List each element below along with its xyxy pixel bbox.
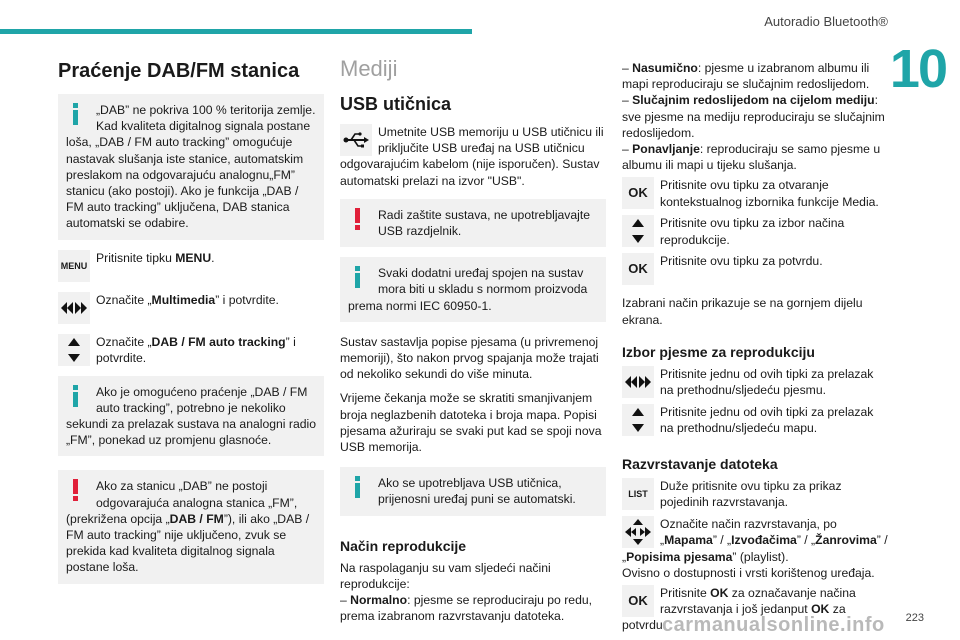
column-play-sort — [622, 60, 888, 640]
warning-note-dab-no-fm — [58, 470, 324, 583]
note-text: Svaki dodatni uređaj spojen na sustav mora biti u skladu s normom proizvoda prema normi IEC 60950-1. — [348, 266, 588, 313]
note-bold: DAB / FM — [169, 511, 224, 526]
sort-bold: Popisima pjesama — [626, 549, 733, 564]
step-bold: OK — [710, 586, 729, 601]
step-press-menu — [58, 250, 324, 286]
ok-key-icon: OK — [622, 585, 654, 617]
info-icon — [66, 385, 84, 407]
note-text: „DAB” ne pokriva 100 % teritorija zemlje. Kad kvaliteta digitalnog signala postane loša, „DAB / FM auto tracking” omogućuje nastavak slušanja iste stanice, automatskim preslakom na odgovarajuću analognu„FM” stanicu (ako postoji). Ako je funkcija „DAB / FM auto tracking” uključena, DAB stanica automatski se odabire. — [66, 103, 316, 231]
subsection-title-usb: USB utičnica — [340, 94, 452, 114]
note-text: Ako za stanicu „DAB” ne postoji odgovarajuća analogna stanica „FM”, (prekrižena opcija „ — [66, 479, 298, 526]
mode-bold: Ponavljanje — [632, 142, 700, 157]
left-right-arrows-icon — [622, 366, 654, 398]
step-text: za označavanje načina razvrstavanja i još jedanput — [660, 586, 856, 617]
menu-key-icon: MENU — [58, 250, 90, 282]
header-title: Autoradio Bluetooth® — [764, 14, 888, 29]
play-mode-normal: – Normalno: pjesme se reproduciraju po redu, prema izabranom razvrstavanju datoteka. — [340, 593, 593, 624]
info-note-dab-coverage — [58, 94, 324, 240]
ok-key-icon: OK — [622, 177, 654, 209]
note-text: Ako je omogućeno praćenje „DAB / FM auto tracking”, potrebno je nekoliko sekundi za prelazak sustava na analogni radio „FM”, ponekad uz promjenu glasnoće. — [66, 384, 317, 448]
paragraph-wait-time: Vrijeme čekanja može se skratiti smanjivanjem broja neglazbenih datoteka i broja mapa. Popisi pjesama ažuriraju se svaki put kad se spoji nova USB memorija. — [340, 391, 602, 455]
play-mode-repeat: – Ponavljanje: reproduciraju se samo pjesme u albumu ili mapi u tijeku slušanja. — [622, 142, 881, 173]
step-text: Pritisnite tipku — [96, 250, 176, 265]
usb-icon — [340, 124, 372, 156]
step-bold: Multimedia — [151, 292, 216, 307]
note-text: Radi zaštite sustava, ne upotrebljavajte USB razdjelnik. — [378, 207, 591, 239]
step-select-dab-tracking — [58, 334, 324, 370]
step-select-multimedia — [58, 292, 324, 328]
section-title-media: Mediji — [340, 56, 398, 81]
up-down-arrows-icon — [58, 334, 90, 366]
paragraph-mode-display: Izabrani način prikazuje se na gornjem dijelu ekrana. — [622, 296, 863, 327]
subsection-title-track-select: Izbor pjesme za reprodukciju — [622, 343, 815, 360]
subsection-title-play-mode: Način reprodukcije — [340, 537, 467, 554]
left-right-arrows-icon — [58, 292, 90, 324]
step-select-play-mode — [622, 215, 888, 251]
step-text: Pritisnite ovu tipku za izbor načina reprodukcije. — [660, 216, 845, 247]
sort-bold: Izvođačima — [731, 533, 797, 548]
step-long-press-list — [622, 478, 888, 514]
list-key-icon: LIST — [622, 478, 654, 510]
mode-bold: Slučajnim redoslijedom na cijelom mediju — [632, 93, 875, 108]
step-text: Označite „ — [96, 292, 152, 307]
mode-bold: Normalno — [350, 593, 408, 608]
info-note-iec-standard — [340, 257, 606, 322]
step-text-end: ” i potvrdite. — [215, 292, 279, 307]
step-select-sort — [622, 516, 888, 565]
step-confirm — [622, 253, 888, 289]
step-text-end: . — [211, 250, 215, 265]
step-text: Označite način razvrstavanja, po „ — [660, 517, 837, 548]
step-prev-next-track — [622, 366, 888, 402]
step-text: Pritisnite ovu tipku za otvaranje kontekstualnog izbornika funkcije Media. — [660, 178, 879, 209]
step-prev-next-folder — [622, 404, 888, 440]
step-text-end: ” i potvrdite. — [96, 334, 296, 365]
step-text: Duže pritisnite ovu tipku za prikaz pojedinih razvrstavanja. — [660, 479, 842, 510]
sort-bold: Mapama — [664, 533, 713, 548]
subsection-title-sort-files: Razvrstavanje datoteka — [622, 456, 778, 473]
paragraph-playlists: Sustav sastavlja popise pjesama (u privremenoj memoriji), što nakon prvog spajanja može trajati od nekoliko sekundi do više minuta. — [340, 334, 599, 382]
play-mode-random: – Nasumično: pjesme u izabranom albumu ili mapi reproduciraju se slučajnim redoslijedom. — [622, 61, 870, 92]
step-text: Pritisnite jednu od ovih tipki za prelazak na prethodnu/sljedeću mapu. — [660, 405, 874, 436]
info-icon — [348, 266, 366, 288]
header-accent-bar — [0, 29, 472, 34]
warning-note-usb-hub — [340, 199, 606, 247]
sort-sep: ” / „ — [712, 533, 732, 548]
note-text-end: ”), ili ako „DAB / FM auto tracking” nije uključeno, zvuk se prekida kad kvaliteta digitalnog signala postane loša. — [66, 511, 310, 575]
step-text: Pritisnite jednu od ovih tipki za prelazak na prethodnu/sljedeću pjesmu. — [660, 367, 874, 398]
mode-text: : pjesme se reproduciraju po redu, prema izabranom razvrstavanju datoteka. — [340, 593, 593, 624]
section-title-dab-fm: Praćenje DAB/FM stanica — [58, 60, 300, 82]
mode-text: : pjesme u izabranom albumu ili mapi reproduciraju se slučajnim redoslijedom. — [622, 61, 870, 92]
chapter-number: 10 — [889, 39, 946, 99]
column-dab-fm — [58, 60, 324, 594]
info-note-usb-charging — [340, 467, 606, 515]
sort-bold: Žanrovima — [815, 533, 877, 548]
warning-icon — [66, 479, 84, 501]
step-bold: DAB / FM auto tracking — [151, 334, 286, 349]
play-mode-random-all: – Slučajnim redoslijedom na cijelom mediju: sve pjesme na mediju reproduciraju se slučajnim redoslijedom. — [622, 93, 885, 140]
usb-instruction — [340, 124, 606, 189]
page-number: 223 — [905, 612, 924, 624]
mode-text: : reproduciraju se samo pjesme u albumu ili mapi u tijeku slušanja. — [622, 142, 881, 173]
up-down-arrows-icon — [622, 404, 654, 436]
step-open-context-menu — [622, 177, 888, 213]
info-note-dab-switch — [58, 376, 324, 457]
step-text-end: za potvrdu. — [622, 602, 846, 633]
step-bold: OK — [811, 602, 830, 617]
mode-bold: Nasumično — [632, 61, 698, 75]
play-mode-intro: Na raspolaganju su vam sljedeći načini reprodukcije: — [340, 560, 551, 592]
sort-sep: ” / „ — [796, 533, 816, 548]
step-text-end: ” (playlist). — [732, 549, 789, 564]
usb-text: Umetnite USB memoriju u USB utičnicu ili priključite USB uređaj na USB utičnicu odgovarajućim kabelom (nije isporučen). Sustav automatski prelazi na izvor "USB". — [340, 125, 604, 188]
info-icon — [66, 103, 84, 125]
step-text: Pritisnite — [660, 586, 711, 601]
sort-sep: ” / „ — [622, 533, 888, 564]
up-down-arrows-icon — [622, 215, 654, 247]
step-bold: MENU — [175, 250, 212, 265]
step-text: Pritisnite ovu tipku za potvrdu. — [660, 254, 823, 269]
step-text: Označite „ — [96, 334, 152, 349]
four-way-arrows-icon — [622, 516, 654, 548]
mode-text: : sve pjesme na mediju reproduciraju se slučajnim redoslijedom. — [622, 93, 885, 140]
ok-key-icon: OK — [622, 253, 654, 285]
note-text: Ako se upotrebljava USB utičnica, prijenosni uređaj puni se automatski. — [378, 476, 576, 507]
warning-icon — [348, 208, 366, 230]
info-icon — [348, 476, 366, 498]
column-media-usb — [340, 58, 606, 625]
watermark: carmanualsonline.info — [662, 614, 885, 636]
paragraph-sort-availability: Ovisno o dostupnosti i vrsti korištenog uređaja. — [622, 565, 875, 580]
